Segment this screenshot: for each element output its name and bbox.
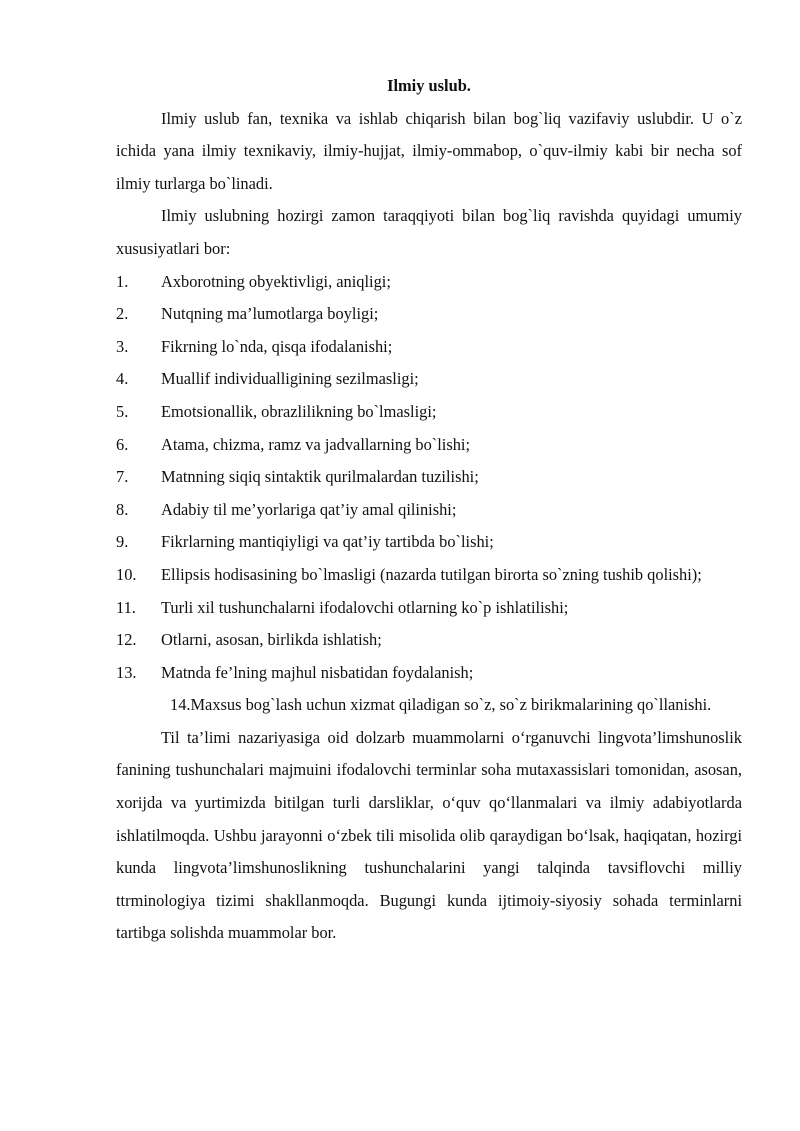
list-item: [116, 494, 742, 527]
list-item: [116, 559, 742, 592]
list-text: Turli xil tushunchalarni ifodalovchi otlarning ko`p ishlatilishi;: [161, 597, 569, 617]
list-item: [116, 363, 742, 396]
list-item: [116, 396, 742, 429]
list-item-14: 14.Maxsus bog`lash uchun xizmat qiladigan so`z, so`z birikmalarining qo`llanishi.: [170, 695, 712, 715]
paragraph-intro: Ilmiy uslub fan, texnika va ishlab chiqarish bilan bog`liq vazifaviy uslubdir. U o`z ichida yana ilmiy texnikaviy, ilmiy-hujjat, ilmiy-ommabop, o`quv-ilmiy kabi bir necha sof ilmiy turlarga bo`linadi.: [116, 108, 742, 193]
list-item: [116, 657, 742, 690]
list-text: Axborotning obyektivligi, aniqligi;: [161, 271, 391, 291]
list-number: 10.: [116, 564, 137, 584]
list-number: 12.: [116, 630, 137, 650]
list-item: [116, 592, 742, 625]
features-list: [116, 266, 742, 690]
list-text: Ellipsis hodisasining bo`lmasligi (nazarda tutilgan birorta so`zning tushib qolishi);: [161, 564, 702, 584]
list-number: 6.: [116, 434, 129, 454]
list-number: 11.: [116, 597, 136, 617]
list-text: Nutqning ma’lumotlarga boyligi;: [161, 304, 379, 324]
list-item: [116, 461, 742, 494]
list-text: Matnda fe’lning majhul nisbatidan foydalanish;: [161, 662, 474, 682]
list-item: [116, 429, 742, 462]
list-item: [116, 298, 742, 331]
list-text: Emotsionallik, obrazlilikning bo`lmasligi;: [161, 401, 437, 421]
list-number: 9.: [116, 532, 129, 552]
list-number: 8.: [116, 499, 129, 519]
document-title: Ilmiy uslub.: [387, 76, 471, 95]
list-number: 5.: [116, 401, 129, 421]
list-text: Muallif individualligining sezilmasligi;: [161, 369, 419, 389]
list-item: [116, 624, 742, 657]
list-number: 13.: [116, 662, 137, 682]
list-number: 4.: [116, 369, 129, 389]
list-text: Fikrning lo`nda, qisqa ifodalanishi;: [161, 336, 393, 356]
document-page: [116, 70, 742, 950]
list-text: Atama, chizma, ramz va jadvallarning bo`lishi;: [161, 434, 471, 454]
list-text: Fikrlarning mantiqiyligi va qat’iy tartibda bo`lishi;: [161, 532, 494, 552]
list-text: Matnning siqiq sintaktik qurilmalardan tuzilishi;: [161, 467, 479, 487]
list-item: [116, 526, 742, 559]
list-number: 2.: [116, 304, 129, 324]
list-item: [116, 331, 742, 364]
list-item: [116, 266, 742, 299]
paragraph-terminology: Til ta’limi nazariyasiga oid dolzarb muammolarni o‘rganuvchi lingvota’limshunoslik fanining tushunchalari majmuini ifodalovchi terminlar soha mutaxassislari tomonidan, asosan, xorijda va yurtimizda bitilgan turli darsliklar, o‘quv qo‘llanmalari va ilmiy adabiyotlarda ishlatilmoqda. Ushbu jarayonni o‘zbek tili misolida olib qaraydigan bo‘lsak, haqiqatan, hozirgi kunda lingvota’limshunoslikning tushunchalarini yangi talqinda tavsiflovchi milliy ttrminologiya tizimi shakllanmoqda. Bugungi kunda ijtimoiy-siyosiy sohada terminlarni tartibga solishda muammolar bor.: [116, 727, 742, 943]
list-text: Adabiy til me’yorlariga qat’iy amal qilinishi;: [161, 499, 457, 519]
paragraph-features-intro: Ilmiy uslubning hozirgi zamon taraqqiyoti bilan bog`liq ravishda quyidagi umumiy xususiyatlari bor:: [116, 206, 742, 258]
list-text: Otlarni, asosan, birlikda ishlatish;: [161, 630, 382, 650]
list-number: 1.: [116, 271, 129, 291]
list-number: 7.: [116, 467, 129, 487]
list-number: 3.: [116, 336, 129, 356]
